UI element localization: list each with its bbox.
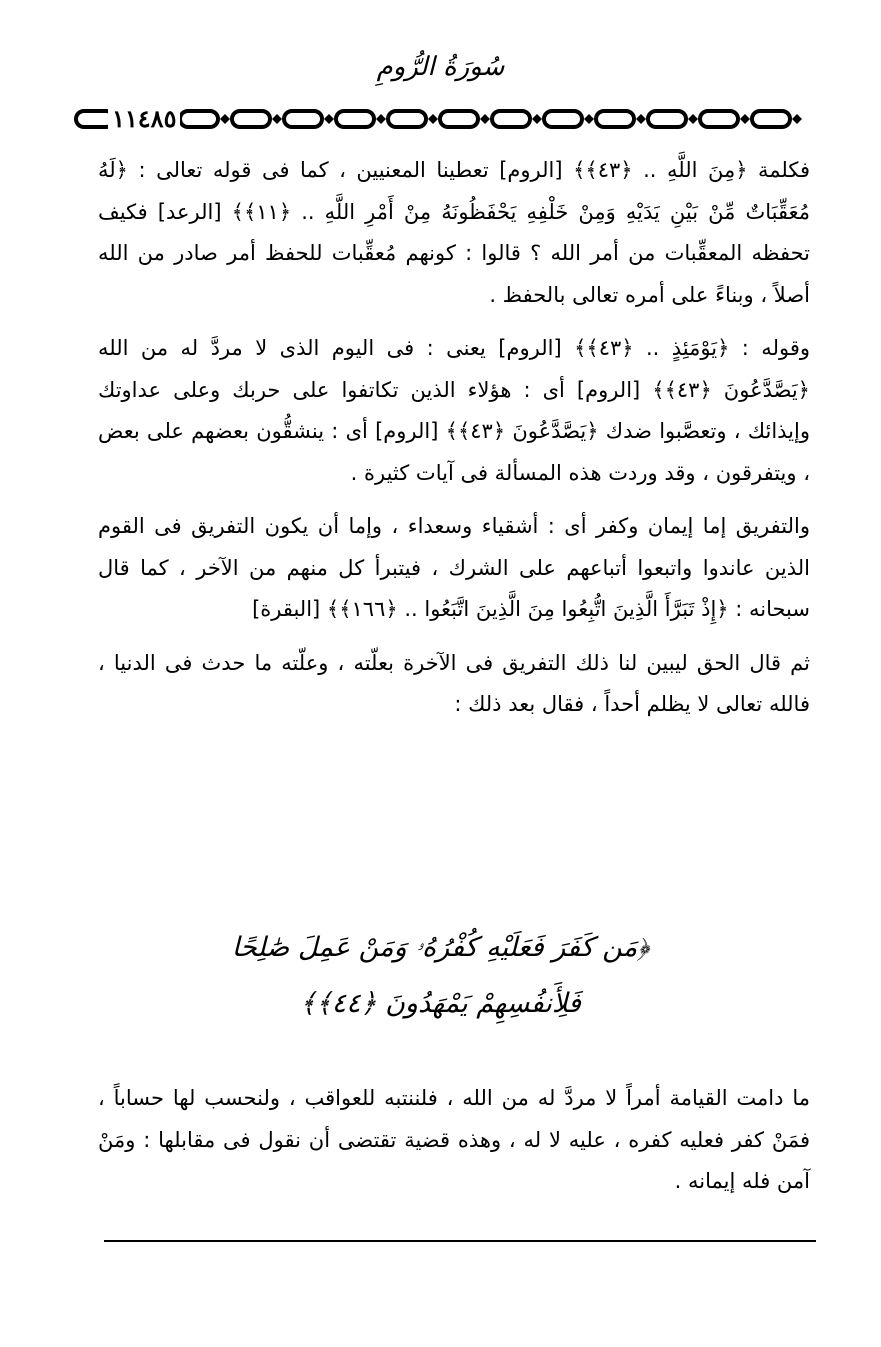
main-text (98, 150, 810, 726)
paragraph: فكلمة ﴿مِنَ اللَّهِ .. ﴿٤٣﴾﴾ [الروم] تعطينا المعنيين ، كما فى قوله تعالى : ﴿لَهُ مُعَقِّبَاتٌ مِّنْ بَيْنِ يَدَيْهِ وَمِنْ خَلْفِهِ يَحْفَظُونَهُ مِنْ أَمْرِ اللَّهِ .. ﴿١١﴾﴾ [الرعد] فكيف تحفظه المعقِّبات من أمر الله ؟ قالوا : كونهم مُعقِّبات للحفظ أمر صادر من الله أصلاً ، وبناءً على أمره تعالى بالحفظ . (98, 158, 811, 307)
border-link (336, 111, 374, 127)
verse-line: فَلِأَنفُسِهِمْ يَمْهَدُونَ ﴿٤٤﴾﴾ (300, 988, 581, 1019)
border-diamond (376, 114, 386, 124)
border-diamond (272, 114, 282, 124)
paragraph: ثم قال الحق ليبين لنا ذلك التفريق فى الآخرة بعلّته ، وعلّته ما حدث فى الدنيا ، فالله تعالى لا يظلم أحداً ، فقال بعد ذلك : (98, 650, 810, 716)
border-link (596, 111, 634, 127)
border-diamond (324, 114, 334, 124)
closing-text (98, 1078, 810, 1203)
border-diamond (740, 114, 750, 124)
paragraph: وقوله : ﴿يَوْمَئِذٍ .. ﴿٤٣﴾﴾ [الروم] يعنى : فى اليوم الذى لا مردَّ له من الله ﴿يَصَّدَّعُونَ ﴿٤٣﴾﴾ [الروم] أى : هؤلاء الذين تكاتفوا على حربك وعلى عداوتك وإيذائك ، وتعصَّبوا ضدك ﴿يَصَّدَّعُونَ ﴿٤٣﴾﴾ [الروم] أى : ينشقُّون بعضهم على بعض ، ويتفرقون ، وقد وردت هذه المسألة فى آيات كثيرة . (98, 336, 811, 485)
border-link (700, 111, 738, 127)
border-link (648, 111, 686, 127)
border-diamond (480, 114, 490, 124)
border-diamond (428, 114, 438, 124)
border-diamond (688, 114, 698, 124)
border-diamond (220, 114, 230, 124)
verse-line: ﴿مَن كَفَرَ فَعَلَيْهِ كُفْرُهُۥ وَمَنْ عَمِلَ صَٰلِحًا (231, 932, 650, 963)
border-link (232, 111, 270, 127)
border-link (388, 111, 426, 127)
border-link (284, 111, 322, 127)
page-number: ١١٤٨٥ (108, 104, 180, 134)
surah-title: سُورَةُ الرُّومِ (376, 52, 505, 82)
ornamental-border (74, 104, 832, 134)
border-diamond (636, 114, 646, 124)
border-link (440, 111, 478, 127)
quran-verse-block (200, 920, 681, 1032)
border-link (544, 111, 582, 127)
paragraph: ما دامت القيامة أمراً لا مردَّ له من الله ، فلننتبه للعواقب ، ولنحسب لها حساباً ، فمَنْ كفر فعليه كفره ، عليه لا له ، وهذه قضية تقتضى أن نقول فى مقابلها : ومَنْ آمن فله إيمانه . (98, 1086, 810, 1193)
border-diamond (532, 114, 542, 124)
footer-divider (104, 1240, 816, 1242)
border-link (180, 111, 218, 127)
border-link (492, 111, 530, 127)
paragraph: والتفريق إما إيمان وكفر أى : أشقياء وسعداء ، وإما أن يكون التفريق فى القوم الذين عاندوا واتبعوا أتباعهم على الشرك ، فيتبرأ كل منهم من الآخر ، كما قال سبحانه : ﴿إِذْ تَبَرَّأَ الَّذِينَ اتُّبِعُوا مِنَ الَّذِينَ اتَّبَعُوا .. ﴿١٦٦﴾﴾ [البقرة] (98, 514, 810, 621)
border-link (752, 111, 790, 127)
border-diamond (584, 114, 594, 124)
border-diamond (792, 114, 802, 124)
